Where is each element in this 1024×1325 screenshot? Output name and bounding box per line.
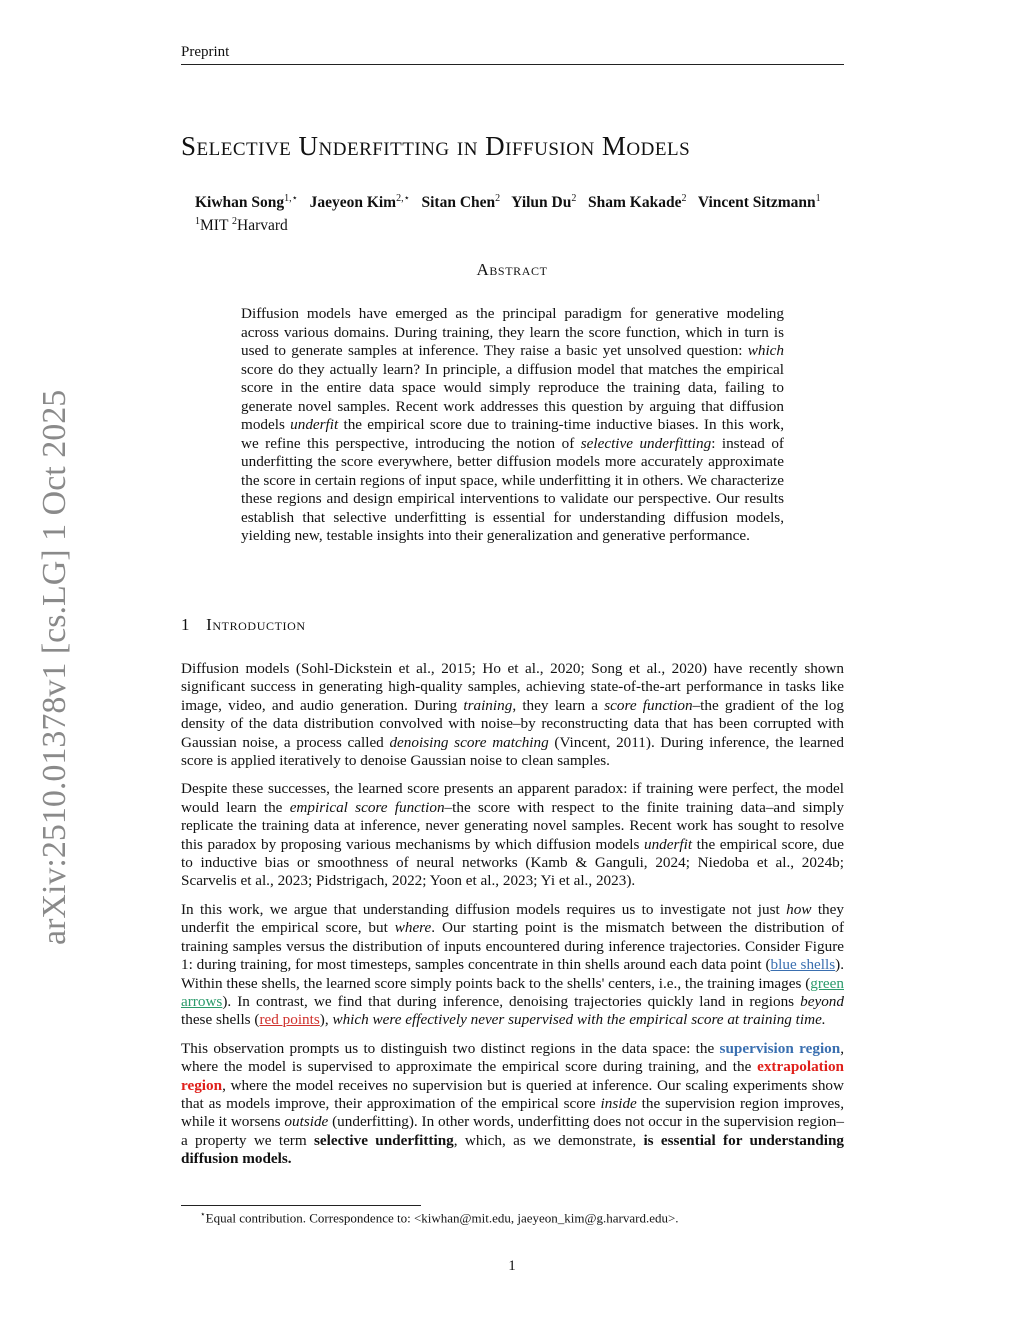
footnote-mark: ⋆ xyxy=(200,1209,206,1219)
running-head: Preprint xyxy=(181,44,844,65)
supervision-region-term: supervision region xyxy=(719,1039,841,1057)
paragraph: In this work, we argue that understanding diffusion models requires us to investigate not just how they underfit the empirical score, but where. Our starting point is the mismatch between the distribution of training samples versus the distribution of inputs encountered during inference trajectories. Consider Figure 1: during training, for most timesteps, samples concentrate in thin shells around each data point (blue shells). Within these shells, the learned score simply points back to the shells' centers, i.e., the training images (green arrows). In contrast, we find that during inference, denoising trajectories quickly land in regions beyond these shells (red points), which were effectively never supervised with the empirical score at training time. xyxy=(181,900,845,1029)
affiliations xyxy=(195,216,288,235)
page-number: 1 xyxy=(508,1258,516,1274)
author: Sitan Chen xyxy=(421,194,496,212)
affil-mit: MIT xyxy=(200,217,229,235)
author: Jaeyeon Kim xyxy=(309,194,397,212)
author: Sham Kakade xyxy=(588,194,682,212)
arxiv-side-stamp: arXiv:2510.01378v1 [cs.LG] 1 Oct 2025 xyxy=(36,389,73,945)
affil-harvard: Harvard xyxy=(237,217,288,235)
footnote xyxy=(200,1209,679,1226)
author-mark: 2 xyxy=(571,193,577,204)
intro-body xyxy=(181,660,844,1179)
section-number: 1 xyxy=(181,615,191,634)
affil-mark: 1 xyxy=(195,216,200,227)
paragraph: Despite these successes, the learned score presents an apparent paradox: if training were perfect, the model would learn the empirical score function–the score with respect to the finite training data–and simply replicate the training data at inference, never generating novel samples. Recent work has sought to resolve this paradox by proposing various mechanisms by which diffusion models underfit the empirical score, due to inductive bias or smoothness of neural networks (Kamb & Ganguli, 2024; Niedoba et al., 2024b; Scarvelis et al., 2023; Pidstrigach, 2022; Yoon et al., 2023; Yi et al., 2023). xyxy=(181,780,845,890)
author-mark: 2 xyxy=(681,193,687,204)
footnote-text: Equal contribution. Correspondence to: <kiwhan@mit.edu, jaeyeon_kim@g.harvard.edu>. xyxy=(205,1210,679,1226)
author-mark: 1,⋆ xyxy=(284,193,298,204)
author-mark: 2 xyxy=(495,193,501,204)
paragraph: Diffusion models (Sohl-Dickstein et al., 2015; Ho et al., 2020; Song et al., 2020) have recently shown significant success in generating high-quality samples, achieving state-of-the-art performance in tasks like image, video, and audio generation. During training, they learn a score function–the gradient of the log density of the data distribution convolved with noise–by reconstructing data that has been corrupted with Gaussian noise, a process called denoising score matching (Vincent, 2011). During inference, the learned score is applied iteratively to denoise Gaussian noise to clean samples. xyxy=(181,660,844,770)
abstract-body: Diffusion models have emerged as the principal paradigm for generative modeling across various domains. During training, they learn the score function, which in turn is used to generate samples at inference. They raise a basic yet unsolved question: which score do they actually learn? In principle, a diffusion model that matches the empirical score in the entire data space would simply reproduce the training data, failing to generate novel samples. Recent work addresses this question by arguing that diffusion models underfit the empirical score due to training-time inductive biases. In this work, we refine this perspective, introducing the notion of selective underfitting: instead of underfitting the score everywhere, better diffusion models more accurately approximate the score in certain regions of input space, while underfitting it in others. We characterize these regions and design empirical interventions to validate our perspective. Our results establish that selective underfitting is essential for understanding diffusion models, yielding new, testable insights into their generalization and generative performance. xyxy=(241,305,784,544)
extrapolation-region-term: extrapolation region xyxy=(181,1058,844,1094)
author: Yilun Du xyxy=(511,194,572,212)
author-list xyxy=(195,193,821,212)
green-arrows-link[interactable]: green arrows xyxy=(181,974,844,1010)
footnote-rule xyxy=(181,1205,421,1206)
affil-mark: 2 xyxy=(232,216,238,227)
author: Kiwhan Song xyxy=(195,194,285,212)
author-mark: 1 xyxy=(815,193,821,204)
paragraph: This observation prompts us to distinguish two distinct regions in the data space: the supervision region, where the model is supervised to approximate the empirical score during training, and the extrapolation region, where the model receives no supervision but is queried at inference. Our scaling experiments show that as models improve, their approximation of the empirical score inside the supervision region improves, while it worsens outside (underfitting). In other words, underfitting does not occur in the supervision region–a property we term selective underfitting, which, as we demonstrate, is essential for understanding diffusion models. xyxy=(181,1039,845,1168)
red-points-link[interactable]: red points xyxy=(259,1011,320,1029)
section-title: Introduction xyxy=(206,615,306,634)
author-mark: 2,⋆ xyxy=(396,193,410,204)
blue-shells-link[interactable]: blue shells xyxy=(770,956,836,974)
abstract-heading: Abstract xyxy=(476,260,548,279)
paper-title: Selective Underfitting in Diffusion Models xyxy=(181,131,691,161)
author: Vincent Sitzmann xyxy=(697,194,816,212)
section-heading xyxy=(181,615,306,635)
